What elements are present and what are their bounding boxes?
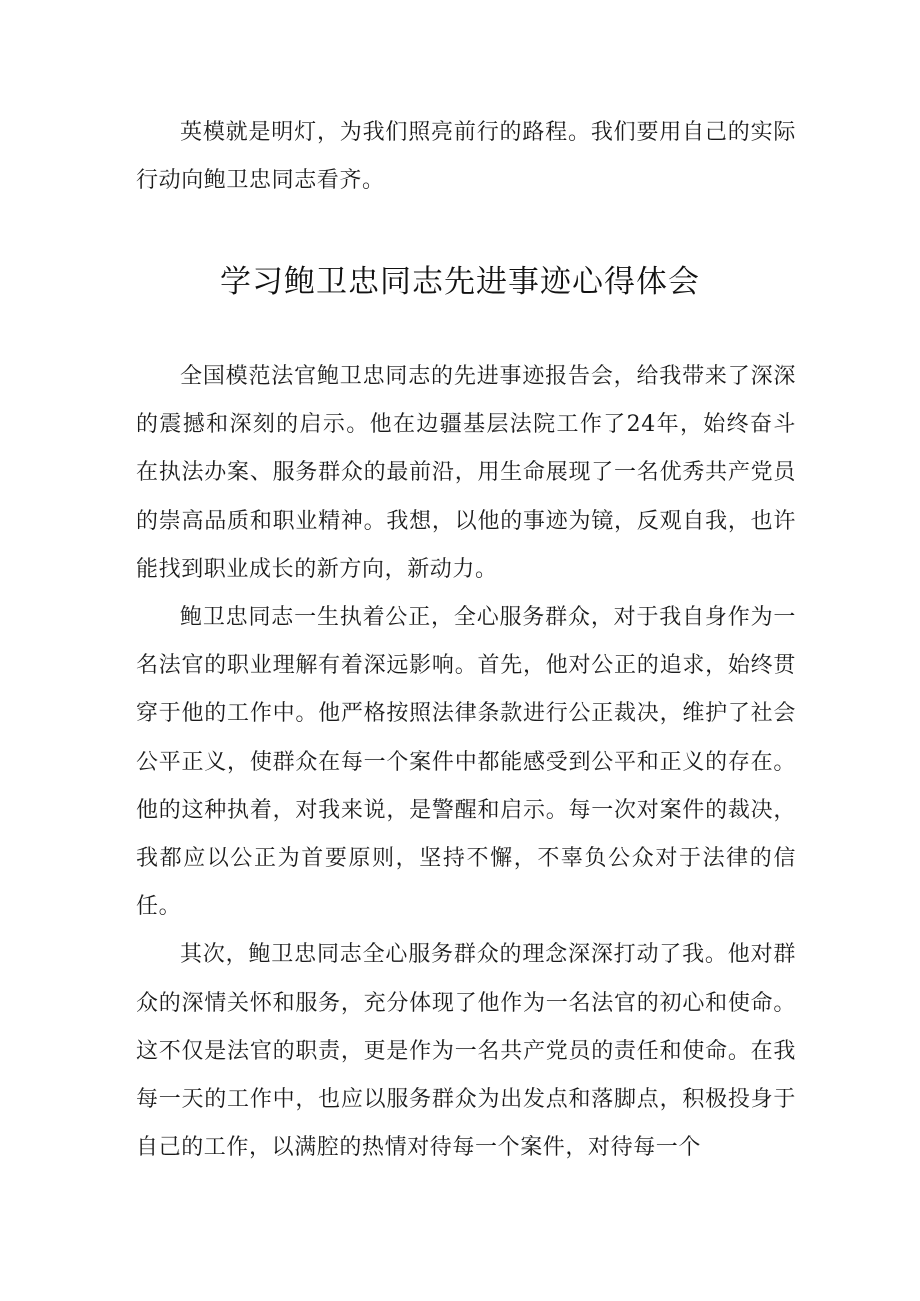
body-section bbox=[136, 353, 796, 1172]
intro-section bbox=[136, 109, 796, 205]
body-paragraph-2: 鲍卫忠同志一生执着公正，全心服务群众，对于我自身作为一名法官的职业理解有着深远影响。首先，他对公正的追求，始终贯穿于他的工作中。他严格按照法律条款进行公正裁决，维护了社会公平正义，使群众在每一个案件中都能感受到公平和正义的存在。他的这种执着，对我来说，是警醒和启示。每一次对案件的裁决，我都应以公正为首要原则，坚持不懈，不辜负公众对于法律的信任。 bbox=[136, 605, 796, 920]
body-paragraph-1: 全国模范法官鲍卫忠同志的先进事迹报告会，给我带来了深深的震撼和深刻的启示。他在边疆基层法院工作了24年，始终奋斗在执法办案、服务群众的最前沿，用生命展现了一名优秀共产党员的崇高品质和职业精神。我想，以他的事迹为镜，反观自我，也许能找到职业成长的新方向，新动力。 bbox=[136, 364, 796, 582]
intro-paragraph: 英模就是明灯，为我们照亮前行的路程。我们要用自己的实际行动向鲍卫忠同志看齐。 bbox=[136, 120, 796, 194]
document-title: 学习鲍卫忠同志先进事迹心得体会 bbox=[220, 264, 700, 300]
body-paragraph-3: 其次，鲍卫忠同志全心服务群众的理念深深打动了我。他对群众的深情关怀和服务，充分体现了他作为一名法官的初心和使命。这不仅是法官的职责，更是作为一名共产党员的责任和使命。在我每一天的工作中，也应以服务群众为出发点和落脚点，积极投身于自己的工作，以满腔的热情对待每一个案件，对待每一个 bbox=[136, 942, 796, 1161]
